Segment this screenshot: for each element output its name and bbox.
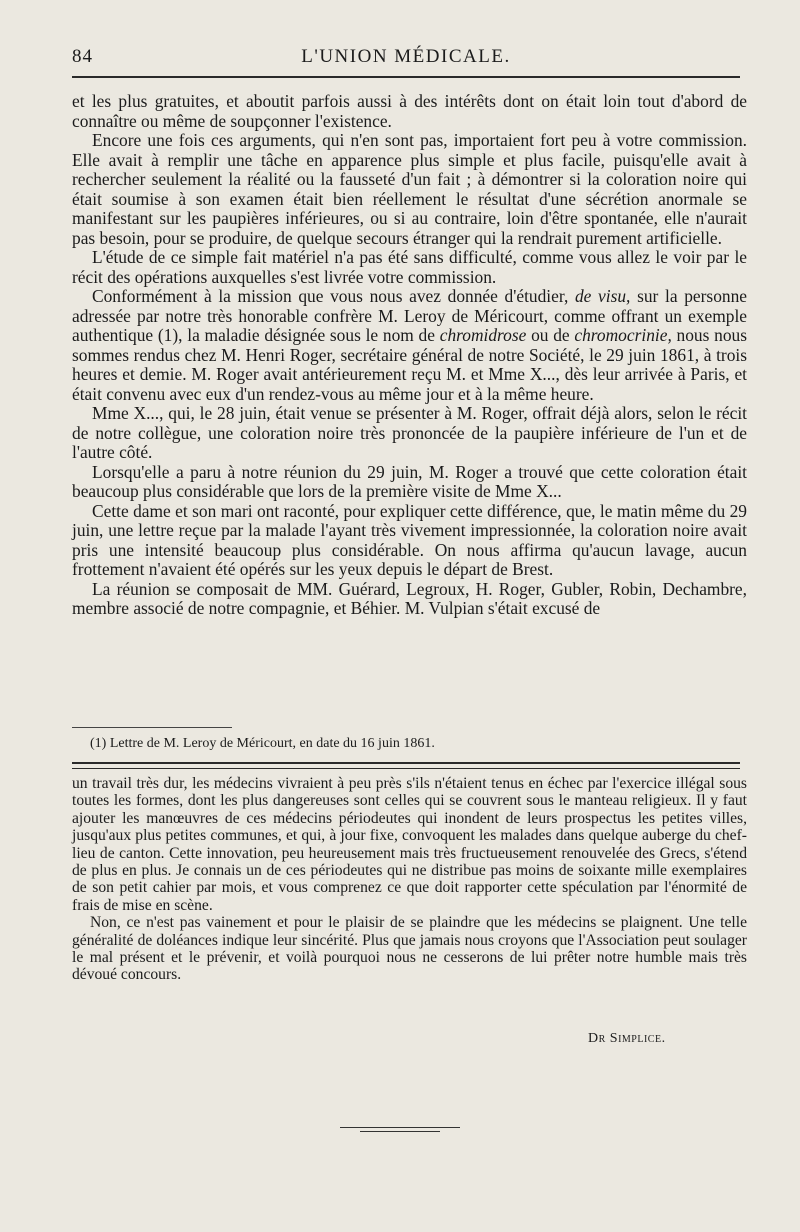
paragraph: L'étude de ce simple fait matériel n'a pas été sans difficulté, comme vous allez le voir par le récit des opérations auxquelles s'est livrée votre commission. xyxy=(72,247,747,287)
section-rule xyxy=(72,762,740,764)
page-header xyxy=(72,46,740,74)
italic-text: de visu, xyxy=(574,286,631,306)
footnote: (1) Lettre de M. Leroy de Méricourt, en date du 16 juin 1861. xyxy=(90,736,435,751)
main-text xyxy=(72,92,747,619)
paragraph: Encore une fois ces arguments, qui n'en sont pas, importaient fort peu à votre commission. Elle avait à remplir une tâche en apparence plus simple et plus facile, puisqu'elle avait à rechercher seulement la réalité ou la fausseté d'un fait ; à démontrer si la coloration noire qui était soumise à son examen était bien réellement le résultat d'une sécrétion anormale se manifestant sur les paupières inférieures, ou si au contraire, loin d'être spontanée, elle n'aurait pas besoin, pour se produire, de quelque secours étranger qui la rendrait purement artificielle. xyxy=(72,130,747,248)
running-title: L'UNION MÉDICALE. xyxy=(301,46,511,67)
text-run: ou de xyxy=(526,325,575,345)
header-rule xyxy=(72,76,740,78)
italic-text: chromidrose xyxy=(439,325,527,345)
italic-text: chromocrinie, xyxy=(574,325,672,345)
paragraph: Cette dame et son mari ont raconté, pour expliquer cette différence, que, le matin même du 29 juin, une lettre reçue par la malade l'ayant très vivement impressionnée, la coloration noire avait pris une intensité beaucoup plus considérable. On nous affirma qu'aucun lavage, aucun frottement n'avaient été opérés sur les yeux depuis le départ de Brest. xyxy=(72,500,747,579)
page-number: 84 xyxy=(72,46,93,67)
text-run: nous nous sommes rendus chez M. Henri Roger, secrétaire général de notre Société, le 29 juin 1861, à trois heures et demie. M. Roger avait antérieurement reçu M. et Mme X..., dès leur arrivée à Paris, et était convenu avec eux d'un rendez-vous au même jour et à la même heure. xyxy=(72,325,747,404)
section-rule xyxy=(72,768,740,769)
paragraph: La réunion se composait de MM. Guérard, Legroux, H. Roger, Gubler, Robin, Dechambre, membre associé de notre compagnie, et Béhier. M. Vulpian s'était excusé de xyxy=(72,578,747,618)
paragraph: un travail très dur, les médecins vivraient à peu près s'ils n'étaient tenus en échec par l'exercice illégal sous toutes les formes, dont les plus dangereuses sont celles qui se couvrent sous le manteau religieux. Il y faut ajouter les manœuvres de ces médecins périodeutes qui inondent de leurs prospectus les petites villes, jusqu'aux plus petites communes, et qui, à jour fixe, convoquent les malades dans quelque auberge du chef-lieu de canton. Cette innovation, peu heureusement mais très fructueusement renouvelée des Grecs, s'étend de plus en plus. Je connais un de ces périodeutes qui ne distribue pas moins de soixante mille exemplaires de son petit cahier par mois, et vous comprenez ce que doit rapporter cette spéculation par l'énormité de frais de mise en scène. xyxy=(72,775,747,914)
paragraph: et les plus gratuites, et aboutit parfois aussi à des intérêts dont on était loin tout d'abord de connaître ou même de soupçonner l'existence. xyxy=(72,91,747,131)
end-rule xyxy=(340,1127,460,1128)
signature: Dr Simplice. xyxy=(588,1031,666,1046)
text-run: sur la personne adressée par notre très honorable confrère M. Leroy de Méricourt, comme offrant un exemple authentique (1), la maladie désignée sous le nom de xyxy=(72,286,747,345)
paragraph: Non, ce n'est pas vainement et pour le plaisir de se plaindre que les médecins se plaignent. Une telle généralité de doléances indique leur sincérité. Plus que jamais nous croyons que l'Association peut soulager le mal présent et le prévenir, et voilà pourquoi nous ne cesserons de lui prêter notre humble mais très dévoué concours. xyxy=(72,914,747,984)
feuilleton-text xyxy=(72,775,747,984)
paragraph: Lorsqu'elle a paru à notre réunion du 29 juin, M. Roger a trouvé que cette coloration était beaucoup plus considérable que lors de la première visite de Mme X... xyxy=(72,461,747,501)
paragraph: Mme X..., qui, le 28 juin, était venue se présenter à M. Roger, offrait déjà alors, selon le récit de notre collègue, une coloration noire très prononcée de la paupière inférieure de l'un et de l'autre côté. xyxy=(72,403,747,462)
end-rule xyxy=(360,1131,440,1132)
paragraph xyxy=(72,287,747,404)
footnote-rule xyxy=(72,727,232,728)
text-run: Conformément à la mission que vous nous avez donnée d'étudier, xyxy=(92,286,575,306)
